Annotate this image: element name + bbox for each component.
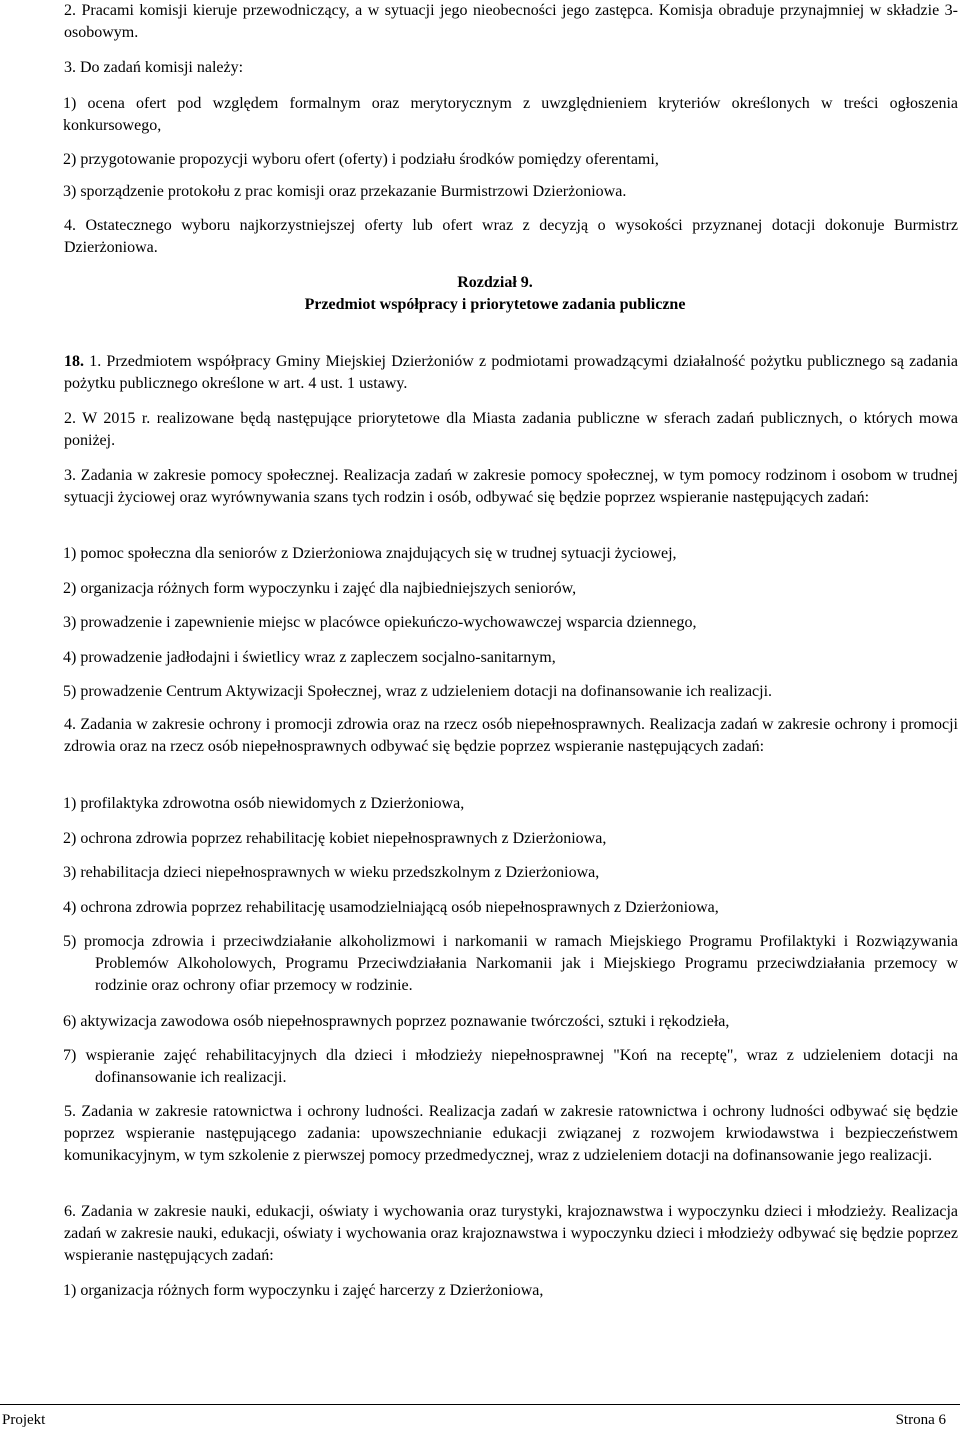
list-item: 5) prowadzenie Centrum Aktywizacji Społecznej, wraz z udzieleniem dotacji na dofinansowanie ich realizacji.	[63, 683, 773, 700]
chapter-title: Przedmiot współpracy i priorytetowe zadania publiczne	[304, 296, 686, 313]
section-18-paragraph-5: 5. Zadania w zakresie ratownictwa i ochrony ludności. Realizacja zadań w zakresie ratownictwa i ochrony ludności odbywać się będzie poprzez wspieranie następującego zadania: upowszechnianie edukacji związanej z rozwojem krwiodawstwa i bezpieczeństwem komunikacyjnym, w tym szkolenie z pierwszej pomocy przedmedycznej, wraz z udzieleniem dotacji na dofinansowanie jego realizacji.	[64, 1103, 958, 1164]
paragraph-4: 4. Ostatecznego wyboru najkorzystniejszej oferty lub ofert wraz z decyzją o wysokości przyznanej dotacji dokonuje Burmistrz Dzierżoniowa.	[64, 217, 958, 256]
list-item: 3) sporządzenie protokołu z prac komisji oraz przekazanie Burmistrzowi Dzierżoniowa.	[63, 183, 627, 200]
section-18-paragraph-4: 4. Zadania w zakresie ochrony i promocji zdrowia oraz na rzecz osób niepełnosprawnych. Realizacja zadań w zakresie ochrony i promocji zdrowia oraz na rzecz osób niepełnosprawnych odbywać się będzie poprzez wspieranie następujących zadań:	[64, 716, 958, 755]
list-item: 6) aktywizacja zawodowa osób niepełnosprawnych poprzez poznawanie twórczości, sztuki i rękodzieła,	[63, 1013, 730, 1030]
section-18-paragraph-3: 3. Zadania w zakresie pomocy społecznej. Realizacja zadań w zakresie pomocy społecznej, w tym pomocy rodzinom i osobom w trudnej sytuacji życiowej oraz wyrównywania szans tych rodzin i osób, odbywać się będzie poprzez wspieranie następujących zadań:	[64, 467, 958, 506]
list-item: 1) profilaktyka zdrowotna osób niewidomych z Dzierżoniowa,	[63, 795, 465, 812]
list-item: 5) promocja zdrowia i przeciwdziałanie alkoholizmowi i narkomanii w ramach Miejskiego Programu Profilaktyki i Rozwiązywania Problemów Alkoholowych, Programu Przeciwdziałania Narkomanii jak i Miejskiego Programu przeciwdziałania przemocy w rodzinie oraz ochrony ofiar przemocy w rodzinie.	[63, 933, 958, 994]
page-footer	[0, 1404, 960, 1429]
list-item: 2) organizacja różnych form wypoczynku i zajęć dla najbiedniejszych seniorów,	[63, 580, 577, 597]
section-18-paragraph-2: 2. W 2015 r. realizowane będą następujące priorytetowe dla Miasta zadania publiczne w sferach zadań publicznych, o których mowa poniżej.	[64, 410, 958, 449]
page-number: Strona 6	[895, 1412, 946, 1428]
chapter-number: Rozdział 9.	[457, 274, 533, 291]
list-item: 1) pomoc społeczna dla seniorów z Dzierżoniowa znajdujących się w trudnej sytuacji życiowej,	[63, 545, 677, 562]
footer-left-label: Projekt	[2, 1412, 46, 1428]
list-item: 1) ocena ofert pod względem formalnym oraz merytorycznym z uwzględnieniem kryteriów określonych w treści ogłoszenia konkursowego,	[63, 95, 958, 134]
list-item: 4) prowadzenie jadłodajni i świetlicy wraz z zapleczem socjalno-sanitarnym,	[63, 649, 556, 666]
section-number: 18.	[64, 353, 84, 370]
list-item: 3) prowadzenie i zapewnienie miejsc w placówce opiekuńczo-wychowawczej wsparcia dziennego,	[63, 614, 697, 631]
list-item: 1) organizacja różnych form wypoczynku i zajęć harcerzy z Dzierżoniowa,	[63, 1282, 544, 1299]
section-18-paragraph-1: 18. 1. Przedmiotem współpracy Gminy Miejskiej Dzierżoniów z podmiotami prowadzącymi działalność pożytku publicznego są zadania pożytku publicznego określone w art. 4 ust. 1 ustawy.	[64, 353, 959, 392]
paragraph-2: 2. Pracami komisji kieruje przewodniczący, a w sytuacji jego nieobecności jego zastępca. Komisja obraduje przynajmniej w składzie 3-osobowym.	[64, 2, 958, 41]
list-item: 4) ochrona zdrowia poprzez rehabilitację usamodzielniającą osób niepełnosprawnych z Dzierżoniowa,	[63, 899, 719, 916]
list-item: 2) ochrona zdrowia poprzez rehabilitację kobiet niepełnosprawnych z Dzierżoniowa,	[63, 830, 607, 847]
list-item: 7) wspieranie zajęć rehabilitacyjnych dla dzieci i młodzieży niepełnosprawnej "Koń na receptę", wraz z udzieleniem dotacji na dofinansowanie ich realizacji.	[63, 1047, 958, 1086]
section-18-paragraph-6: 6. Zadania w zakresie nauki, edukacji, oświaty i wychowania oraz turystyki, krajoznawstwa i wypoczynku dzieci i młodzieży. Realizacja zadań w zakresie nauki, edukacji, oświaty i wychowania oraz krajoznawstwa i wypoczynku dzieci i młodzieży odbywać się będzie poprzez wspieranie następujących zadań:	[64, 1203, 958, 1264]
paragraph-3: 3. Do zadań komisji należy:	[64, 59, 244, 76]
list-item: 2) przygotowanie propozycji wyboru ofert (oferty) i podziału środków pomiędzy oferentami,	[63, 151, 659, 168]
list-item: 3) rehabilitacja dzieci niepełnosprawnych w wieku przedszkolnym z Dzierżoniowa,	[63, 864, 600, 881]
